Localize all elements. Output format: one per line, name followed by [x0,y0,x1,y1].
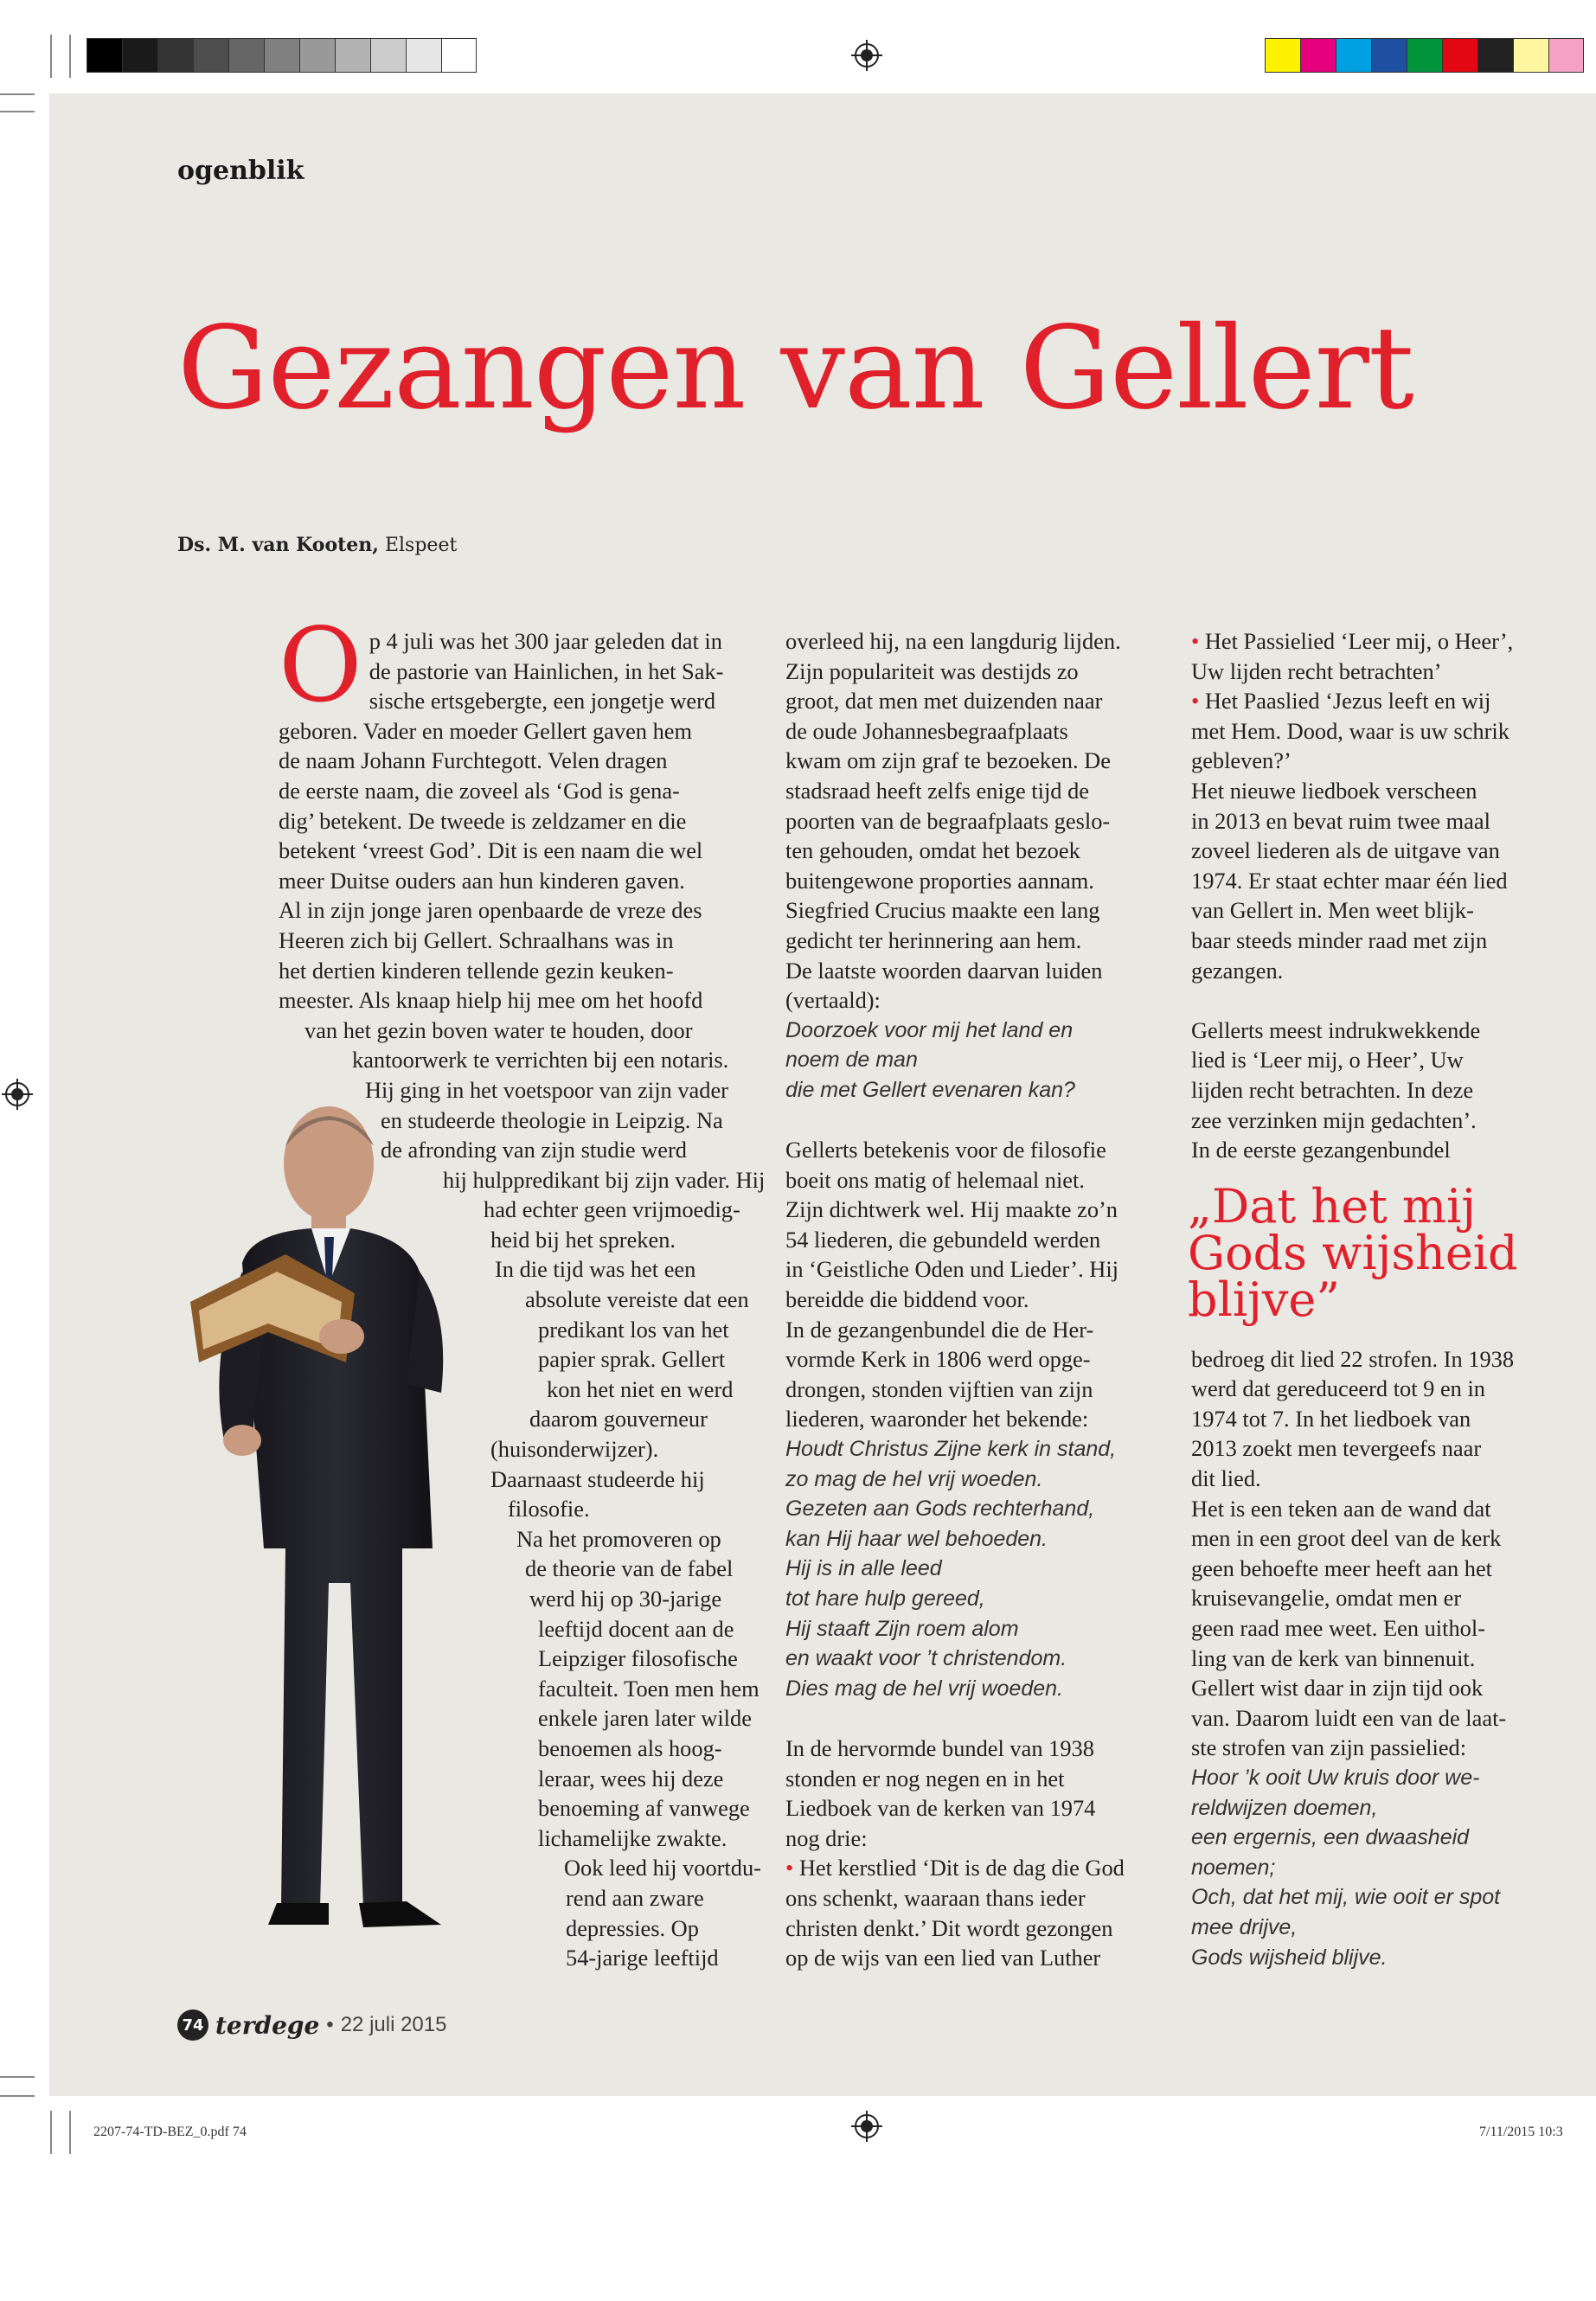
gray-swatch [406,38,441,73]
text-line: benoeming af vanwege [538,1795,750,1822]
text-line: liederen, waaronder het bekende: [785,1406,1089,1433]
text-line: ste strofen van zijn passielied: [1191,1734,1467,1761]
text-line: van Gellert in. Men weet blijk- [1191,897,1474,924]
text-line: buitengewone proporties aannam. [785,867,1094,894]
text-line: poorten van de begraafplaats geslo- [785,807,1111,834]
text-line: Zijn dichtwerk wel. Hij maakte zo’n [785,1196,1118,1223]
text-line: In die tijd was het een [495,1256,696,1283]
text-line: Zijn populariteit was destijds zo [785,657,1079,684]
color-swatch [1265,38,1300,73]
bullet-item [1191,626,1554,657]
text-line: predikant los van het [538,1316,729,1343]
text-line: ling van de kerk van binnenuit. [1191,1644,1476,1671]
bullet-text: Het Passielied ‘Leer mij, o Heer’, [1204,628,1514,654]
text-line: Liedboek van de kerken van 1974 [785,1795,1096,1822]
text-line: Gellerts meest indrukwekkende [1191,1016,1481,1043]
gray-swatch [264,38,299,73]
color-swatch [1477,38,1513,73]
registration-mark-bottom [851,2111,882,2142]
text-line: zee verzinken mijn gedachten’. [1191,1106,1477,1133]
text-line: ten gehouden, omdat het bezoek [785,837,1080,864]
text-line: absolute vereiste dat een [525,1286,749,1313]
text-line: faculteit. Toen men hem [538,1675,760,1702]
text-line: men in een groot deel van de kerk [1191,1525,1502,1552]
text-line: had echter geen vrijmoedig- [484,1196,740,1223]
text-line: geboren. Vader en moeder Gellert gaven hem [279,717,693,744]
text-line: ons schenkt, waaraan thans ieder [785,1884,1086,1911]
text-line: depressies. Op [566,1914,699,1941]
poem-line: Doorzoek voor mij het land en [785,1017,1074,1042]
text-line: betekent ‘vreest God’. Dit is een naam die wel [279,837,703,864]
text-line: het dertien kinderen tellende gezin keuken- [279,957,674,984]
text-line: werd hij op 30-jarige [529,1586,722,1612]
color-swatch [1513,38,1548,73]
poem-line: Hij staaft Zijn roem alom [785,1616,1019,1641]
registration-mark-left [2,1079,33,1110]
crop-mark [0,2076,35,2078]
crop-mark [0,93,35,95]
text-line: de theorie van de fabel [525,1555,734,1582]
crop-mark [50,35,52,78]
text-line: enkele jaren later wilde [538,1705,752,1732]
text-line: Daarnaast studeerde hij [490,1465,705,1492]
text-line: In de gezangenbundel die de Her- [785,1316,1094,1343]
bullet-item [785,1853,1166,1883]
text-line: geen behoefte meer heeft aan het [1191,1554,1493,1581]
bullet-marker: • [1191,628,1200,654]
author-location: Elspeet [384,535,458,556]
bullet-marker: • [1191,688,1200,715]
crop-mark [50,2111,52,2154]
poem-line: Hij is in alle leed [785,1556,942,1581]
text-line: hij hulppredikant bij zijn vader. Hij [443,1166,766,1193]
text-line: Leipziger filosofische [538,1645,738,1672]
poem-line: Dies mag de hel vrij woeden. [785,1676,1063,1701]
text-line: van het gezin boven water te houden, door [304,1016,693,1043]
footer-separator: • [326,2013,334,2036]
text-line: Het is een teken aan de wand dat [1191,1495,1491,1522]
text-line: met Hem. Dood, waar is uw schrik [1191,717,1509,744]
text-line: in 2013 en bevat ruim twee maal [1191,807,1490,834]
color-swatch [1442,38,1477,73]
text-line: 54 liederen, die gebundeld werden [785,1226,1101,1253]
text-line: de pastorie van Hainlichen, in het Sak- [369,657,724,684]
text-line: gezangen. [1191,957,1284,984]
text-line: christen denkt.’ Dit wordt gezongen [785,1914,1113,1941]
text-line: de naam Johann Furchtegott. Velen dragen [279,747,668,774]
gray-swatch [157,38,193,73]
text-line: (vertaald): [785,987,881,1014]
text-line: de eerste naam, die zoveel als ‘God is gena- [279,777,680,804]
text-line: dit lied. [1191,1465,1261,1492]
text-line: gebleven?’ [1191,747,1292,774]
gray-color-bar [87,38,477,73]
text-line: groot, dat men met duizenden naar [785,688,1103,715]
bullet-text: Het kerstlied ‘Dit is de dag die God [798,1855,1125,1881]
poem-line: een ergernis, een dwaasheid [1191,1825,1470,1850]
text-line: lijden recht betrachten. In deze [1191,1076,1474,1103]
text-line: Siegfried Crucius maakte een lang [785,897,1100,924]
poem-line: mee drijve, [1191,1914,1298,1939]
text-line: Heeren zich bij Gellert. Schraalhans was in [279,926,674,953]
poem-line: Hoor ’k ooit Uw kruis door we- [1191,1766,1480,1790]
text-line: in ‘Geistliche Oden und Lieder’. Hij [785,1256,1118,1283]
text-line: Na het promoveren op [516,1525,721,1552]
text-line: de afronding van zijn studie werd [381,1137,687,1163]
author-name: Ds. M. van Kooten, [177,534,379,556]
text-line: heid bij het spreken. [490,1226,676,1253]
text-line: Gellerts betekenis voor de filosofie [785,1137,1106,1163]
poem-line: reldwijzen doemen, [1191,1795,1378,1820]
byline [177,534,457,556]
bullet-item [1191,686,1554,716]
text-line: Hij ging in het voetspoor van zijn vader [365,1076,728,1103]
gray-swatch [122,38,157,73]
text-line: bedroeg dit lied 22 strofen. In 1938 [1191,1345,1515,1372]
poem-line: en waakt voor ’t christendom. [785,1646,1067,1671]
gray-swatch [335,38,370,73]
text-line: Ook leed hij voortdu- [564,1855,761,1881]
text-line: rend aan zware [566,1884,704,1911]
pull-quote [1188,1179,1518,1327]
gray-swatch [370,38,406,73]
poem-line: die met Gellert evenaren kan? [785,1077,1075,1102]
text-line: benoemen als hoog- [538,1734,722,1761]
text-line: 2013 zoekt men tevergeefs naar [1191,1435,1482,1462]
text-line: boeit ons matig of helemaal niet. [785,1166,1085,1193]
color-swatch [1548,38,1584,73]
pull-quote-line: „Dat het mij [1188,1179,1477,1234]
poem-line: Houdt Christus Zijne kerk in stand, [785,1437,1117,1462]
article-title: Gezangen van Gellert [177,302,1413,435]
crop-mark [0,111,35,112]
color-swatch [1371,38,1407,73]
text-line: daarom gouverneur [529,1406,708,1433]
page-footer [177,2009,446,2041]
crop-mark [0,2095,35,2097]
text-line: dig’ betekent. De tweede is zeldzamer en die [279,807,687,834]
color-swatch [1407,38,1442,73]
article-column-1 [279,606,766,1973]
text-line: (huisonderwijzer). [490,1436,659,1463]
text-line: en studeerde theologie in Leipzig. Na [381,1106,723,1133]
article-column-2 [785,626,1166,1973]
poem-line: Gods wijsheid blijve. [1191,1945,1388,1970]
color-swatch [1300,38,1336,73]
crop-mark [69,2111,71,2154]
color-swatch [1336,38,1371,73]
drop-cap: O [279,606,362,725]
text-line: filosofie. [508,1496,590,1522]
gray-swatch [87,38,122,73]
text-line: lichamelijke zwakte. [538,1824,727,1851]
gray-swatch [441,38,477,73]
poem-line: zo mag de hel vrij woeden. [785,1466,1043,1491]
text-line: In de eerste gezangenbundel [1191,1137,1451,1163]
text-line: kon het niet en werd [547,1375,734,1402]
text-line: meester. Als knaap hielp hij mee om het hoofd [279,987,703,1014]
text-line: leeftijd docent aan de [538,1615,734,1642]
text-line: lied is ‘Leer mij, o Heer’, Uw [1191,1047,1464,1074]
text-line: nog drie: [785,1824,868,1851]
text-line: 1974 tot 7. In het liedboek van [1191,1405,1471,1432]
poem-line: noem de man [785,1048,918,1073]
text-line: De laatste woorden daarvan luiden [785,957,1103,984]
magazine-logo: terdege [215,2010,320,2040]
text-line: Uw lijden recht betrachten’ [1191,657,1442,684]
text-line: op de wijs van een lied van Luther [785,1945,1101,1971]
text-line: bereidde die biddend voor. [785,1286,1029,1313]
text-line: 1974. Er staat echter maar één lied [1191,867,1508,894]
text-line: leraar, wees hij deze [538,1765,724,1791]
page-number-badge: 74 [177,2009,208,2041]
text-line: stonden er nog negen en in het [785,1765,1065,1791]
text-line: overleed hij, na een langdurig lijden. [785,628,1121,654]
paragraph-gap [785,1703,1166,1734]
text-line: gedicht ter herinnering aan hem. [785,926,1082,953]
crop-mark [69,35,71,78]
text-line: de oude Johannesbegraafplaats [785,717,1068,744]
section-label: ogenblik [177,156,304,186]
text-line: p 4 juli was het 300 jaar geleden dat in [369,628,722,654]
print-slug-timestamp: 7/11/2015 10:3 [1479,2125,1563,2139]
text-line: kwam om zijn graf te bezoeken. De [785,747,1111,774]
text-line: kruisevangelie, omdat men er [1191,1585,1462,1612]
registration-mark-top [851,40,882,71]
text-line: Het nieuwe liedboek verscheen [1191,777,1477,804]
text-line: sische ertsgebergte, een jongetje werd [369,688,716,715]
poem-line: Gezeten aan Gods rechterhand, [785,1497,1095,1522]
bullet-text: Het Paaslied ‘Jezus leeft en wij [1204,688,1491,715]
text-line: geen raad mee weet. Een uithol- [1191,1615,1485,1642]
text-line: In de hervormde bundel van 1938 [785,1734,1094,1761]
text-line: Al in zijn jonge jaren openbaarde de vreze des [279,897,702,924]
text-line: 54-jarige leeftijd [566,1945,719,1971]
bullet-marker: • [785,1855,794,1881]
text-line: werd dat gereduceerd tot 9 en in [1191,1375,1485,1402]
process-color-bar [1265,38,1584,73]
pull-quote-line: Gods wijsheid [1188,1226,1518,1280]
text-line: Gellert wist daar in zijn tijd ook [1191,1675,1484,1702]
paragraph-gap [785,1106,1166,1136]
poem-line: Och, dat het mij, wie ooit er spot [1191,1885,1501,1910]
text-line: zoveel liederen als de uitgave van [1191,837,1500,864]
gray-swatch [299,38,335,73]
text-line: meer Duitse ouders aan hun kinderen gaven. [279,867,685,894]
poem-line: kan Hij haar wel behoeden. [785,1526,1048,1551]
poem-line: noemen; [1191,1855,1276,1880]
text-line: baar steeds minder raad met zijn [1191,926,1488,953]
text-line: kantoorwerk te verrichten bij een notaris. [352,1047,729,1074]
text-line: vormde Kerk in 1806 werd opge- [785,1346,1091,1373]
pull-quote-line: blijve” [1188,1272,1340,1327]
text-line: drongen, stonden vijftien van zijn [785,1375,1093,1402]
text-line: stadsraad heeft zelfs enige tijd de [785,777,1089,804]
text-line: papier sprak. Gellert [538,1346,726,1373]
paragraph-gap [1191,985,1554,1016]
poem-line: tot hare hulp gereed, [785,1586,985,1611]
print-slug-file: 2207-74-TD-BEZ_0.pdf 74 [93,2125,247,2139]
issue-date: 22 juli 2015 [340,2013,447,2036]
text-line: van. Daarom luidt een van de laat- [1191,1704,1507,1731]
gray-swatch [228,38,264,73]
gray-swatch [193,38,228,73]
